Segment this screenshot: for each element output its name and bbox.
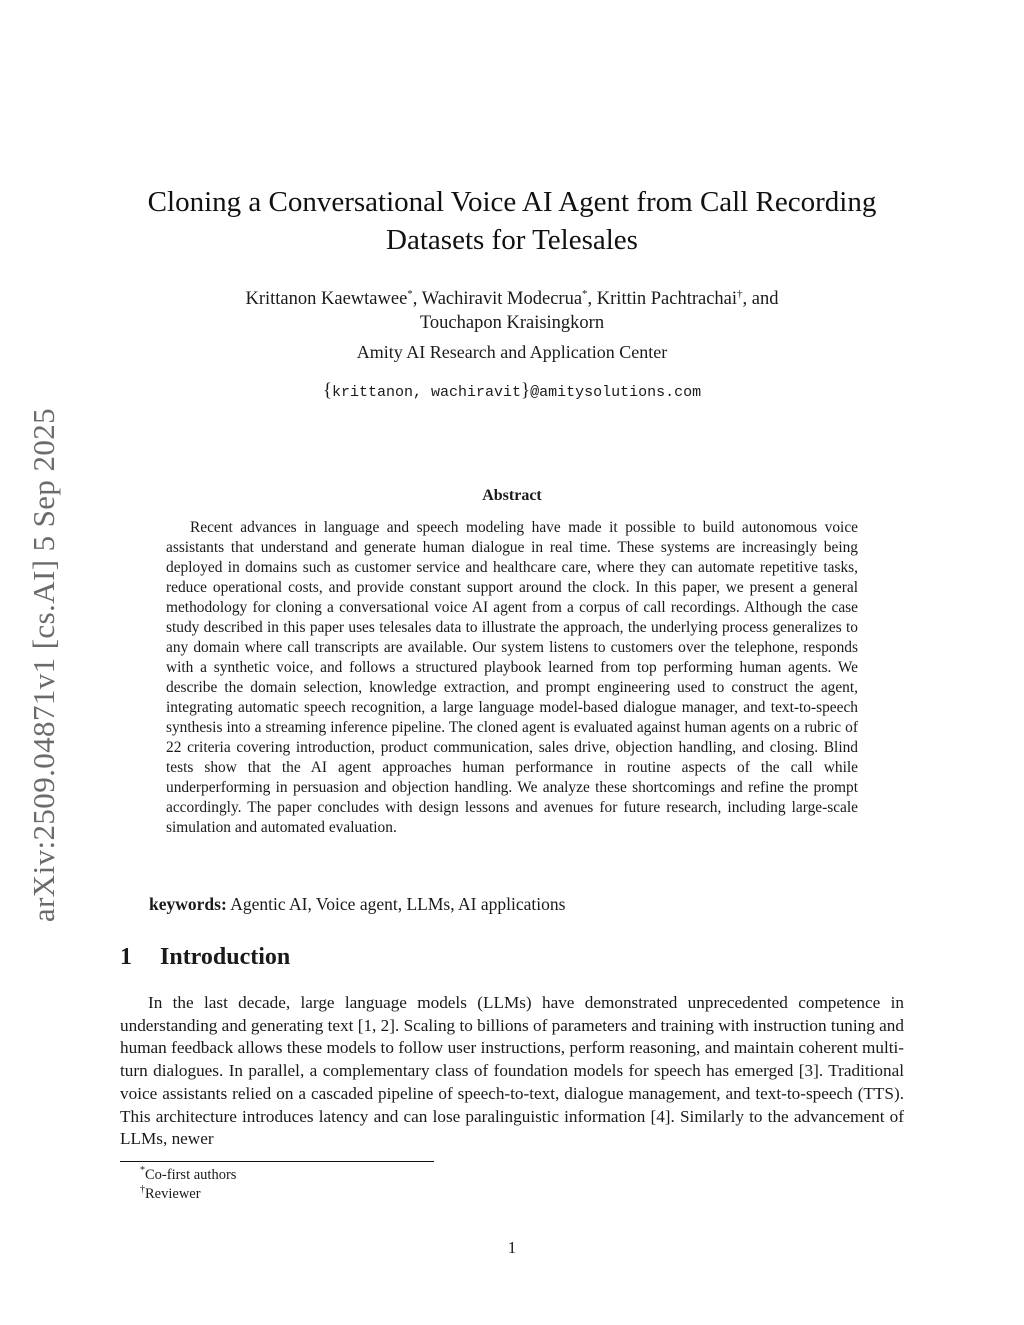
footnote-text: Reviewer [145, 1185, 201, 1202]
footnote-text: Co-first authors [145, 1166, 237, 1183]
footnote-mark: * [140, 1165, 145, 1176]
paper-title: Cloning a Conversational Voice AI Agent from Call Recording Datasets for Telesales [147, 186, 877, 256]
email-users: krittanon, wachiravit [331, 384, 521, 401]
keywords-text: Agentic AI, Voice agent, LLMs, AI applications [230, 894, 566, 914]
author-conjunction: and [751, 289, 779, 310]
section-number: 1 [120, 944, 132, 970]
author-name: Krittanon Kaewtawee [245, 289, 408, 310]
section-title: Introduction [160, 944, 291, 970]
affiliation: Amity AI Research and Application Center [356, 342, 668, 362]
author-mark: * [582, 288, 588, 300]
author-name: Wachiravit Modecrua [421, 289, 583, 310]
section-heading [120, 944, 290, 971]
author-mark: * [407, 288, 413, 300]
footnote [140, 1184, 201, 1203]
author-list: Krittanon Kaewtawee*, Wachiravit Modecrua*, Krittin Pachtrachai†, and Touchapon Kraisingkorn [245, 288, 779, 334]
author-mark: † [737, 288, 743, 300]
email-domain: @amitysolutions.com [530, 384, 702, 401]
footnote-mark: † [140, 1184, 145, 1195]
footnote-rule [120, 1161, 434, 1162]
footnote [140, 1165, 236, 1184]
keywords-label: keywords: [149, 894, 227, 914]
author-email: {krittanon, wachiravit}@amitysolutions.com [322, 380, 702, 401]
abstract-text: Recent advances in language and speech modeling have made it possible to build autonomous voice assistants that understand and generate human dialogue in real time. These systems are increasingly being deployed in domains such as customer service and healthcare care, where they can automate repetitive tasks, reduce operational costs, and provide constant support around the clock. In this paper, we present a general methodology for cloning a conversational voice AI agent from a corpus of call recordings. Although the case study described in this paper uses telesales data to illustrate the approach, the underlying process generalizes to any domain where call transcripts are available. Our system listens to customers over the telephone, responds with a synthetic voice, and follows a structured playbook learned from top performing human agents. We describe the domain selection, knowledge extraction, and prompt engineering used to construct the agent, integrating automatic speech recognition, a large language model-based dialogue manager, and text-to-speech synthesis into a streaming inference pipeline. The cloned agent is evaluated against human agents on a rubric of 22 criteria covering introduction, product communication, sales drive, objection handling, and closing. Blind tests show that the AI agent approaches human performance in routine aspects of the call while underperforming in persuasion and objection handling. We analyze these shortcomings and refine the prompt accordingly. The paper concludes with design lessons and avenues for future research, including large-scale simulation and automated evaluation. [166, 519, 858, 836]
abstract-heading: Abstract [482, 487, 542, 504]
author-name: Krittin Pachtrachai [596, 289, 738, 310]
arxiv-identifier: arXiv:2509.04871v1 [cs.AI] 5 Sep 2025 [26, 407, 61, 923]
author-name: Touchapon Kraisingkorn [419, 313, 605, 334]
page-number: 1 [507, 1238, 517, 1257]
intro-paragraph: In the last decade, large language models (LLMs) have demonstrated unprecedented competence in understanding and generating text [1, 2]. Scaling to billions of parameters and training with instruction tuning and human feedback allows these models to follow user instructions, perform reasoning, and maintain coherent multi-turn dialogues. In parallel, a complementary class of foundation models for speech has emerged [3]. Traditional voice assistants relied on a cascaded pipeline of speech-to-text, dialogue management, and text-to-speech (TTS). This architecture introduces latency and can lose paralinguistic information [4]. Similarly to the advancement of LLMs, newer [120, 993, 904, 1149]
keywords [149, 894, 889, 915]
